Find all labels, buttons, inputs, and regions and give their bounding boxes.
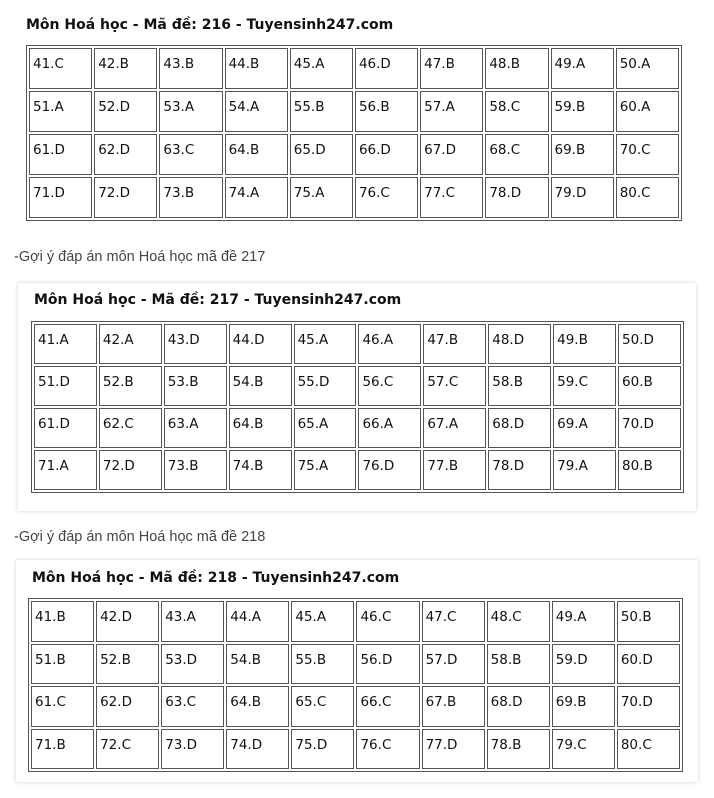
answer-cell: 77.B (423, 450, 486, 490)
table-row (34, 408, 681, 448)
answer-cell: 75.A (294, 450, 357, 490)
answer-cell: 48.D (488, 324, 551, 364)
answer-cell: 72.D (94, 177, 157, 218)
answer-cell: 59.B (551, 91, 614, 132)
answer-cell: 51.A (29, 91, 92, 132)
answer-cell: 58.C (485, 91, 548, 132)
answer-cell: 77.C (420, 177, 483, 218)
answer-cell: 72.D (99, 450, 162, 490)
answer-cell: 56.D (356, 644, 419, 685)
answer-cell: 78.B (487, 729, 550, 770)
answer-cell: 77.D (422, 729, 485, 770)
answer-cell: 50.B (617, 601, 680, 642)
answer-cell: 74.A (225, 177, 288, 218)
answer-cell: 41.C (29, 48, 92, 89)
panel-title-216: Môn Hoá học - Mã đề: 216 - Tuyensinh247.com (26, 17, 394, 33)
answer-cell: 70.C (616, 134, 679, 175)
answer-cell: 79.D (551, 177, 614, 218)
table-row (34, 324, 681, 364)
answer-cell: 42.B (94, 48, 157, 89)
answer-cell: 76.D (358, 450, 421, 490)
answer-cell: 68.C (485, 134, 548, 175)
answer-cell: 78.D (488, 450, 551, 490)
answer-cell: 58.B (488, 366, 551, 406)
answer-cell: 62.D (94, 134, 157, 175)
answer-cell: 65.C (291, 686, 354, 727)
answer-cell: 73.B (159, 177, 222, 218)
answer-cell: 61.C (31, 686, 94, 727)
answer-cell: 57.C (423, 366, 486, 406)
answer-cell: 47.B (423, 324, 486, 364)
answer-cell: 71.B (31, 729, 94, 770)
answer-cell: 79.C (552, 729, 615, 770)
answer-cell: 48.C (487, 601, 550, 642)
answer-cell: 80.C (617, 729, 680, 770)
caption-218: -Gợi ý đáp án môn Hoá học mã đề 218 (14, 529, 266, 545)
panel-title-218: Môn Hoá học - Mã đề: 218 - Tuyensinh247.com (32, 570, 400, 586)
answer-cell: 60.D (617, 644, 680, 685)
answer-cell: 62.D (96, 686, 159, 727)
answer-cell: 41.A (34, 324, 97, 364)
answer-cell: 45.A (294, 324, 357, 364)
answer-cell: 47.C (422, 601, 485, 642)
answer-cell: 44.D (229, 324, 292, 364)
answer-cell: 69.A (553, 408, 616, 448)
answer-cell: 80.B (618, 450, 681, 490)
answer-cell: 65.A (294, 408, 357, 448)
answer-cell: 45.A (291, 601, 354, 642)
answer-cell: 59.D (552, 644, 615, 685)
answer-cell: 68.D (488, 408, 551, 448)
answer-cell: 74.D (226, 729, 289, 770)
answer-cell: 67.B (422, 686, 485, 727)
answer-panel-218 (16, 560, 698, 782)
answer-cell: 64.B (229, 408, 292, 448)
answer-cell: 48.B (485, 48, 548, 89)
answer-cell: 66.A (358, 408, 421, 448)
answer-cell: 50.A (616, 48, 679, 89)
answer-cell: 45.A (290, 48, 353, 89)
answer-cell: 49.A (551, 48, 614, 89)
answer-cell: 44.B (225, 48, 288, 89)
answer-cell: 63.C (161, 686, 224, 727)
answer-cell: 64.B (225, 134, 288, 175)
answer-cell: 53.B (164, 366, 227, 406)
answer-cell: 60.B (618, 366, 681, 406)
answer-cell: 78.D (485, 177, 548, 218)
answer-cell: 56.B (355, 91, 418, 132)
answer-cell: 51.D (34, 366, 97, 406)
answer-cell: 69.B (551, 134, 614, 175)
answer-cell: 66.D (355, 134, 418, 175)
answer-cell: 43.A (161, 601, 224, 642)
answer-cell: 42.A (99, 324, 162, 364)
answer-cell: 65.D (290, 134, 353, 175)
answer-cell: 52.B (96, 644, 159, 685)
table-row (31, 601, 680, 642)
answer-cell: 60.A (616, 91, 679, 132)
answer-cell: 52.B (99, 366, 162, 406)
answer-cell: 79.A (553, 450, 616, 490)
answer-cell: 74.B (229, 450, 292, 490)
answer-cell: 55.D (294, 366, 357, 406)
answer-cell: 72.C (96, 729, 159, 770)
answer-panel-217 (18, 283, 696, 511)
answer-panel-216 (14, 8, 690, 226)
table-row (34, 366, 681, 406)
answer-cell: 47.B (420, 48, 483, 89)
answer-cell: 56.C (358, 366, 421, 406)
table-row (31, 686, 680, 727)
answer-cell: 43.D (164, 324, 227, 364)
answer-cell: 53.D (161, 644, 224, 685)
panel-title-217: Môn Hoá học - Mã đề: 217 - Tuyensinh247.com (34, 292, 402, 308)
answer-cell: 61.D (29, 134, 92, 175)
answer-table-217 (31, 321, 684, 493)
answer-cell: 70.D (617, 686, 680, 727)
answer-cell: 46.D (355, 48, 418, 89)
answer-cell: 43.B (159, 48, 222, 89)
answer-cell: 63.C (159, 134, 222, 175)
answer-table-218 (28, 598, 683, 772)
answer-cell: 54.A (225, 91, 288, 132)
answer-cell: 50.D (618, 324, 681, 364)
answer-cell: 42.D (96, 601, 159, 642)
answer-cell: 51.B (31, 644, 94, 685)
table-row (29, 177, 679, 218)
answer-cell: 73.D (161, 729, 224, 770)
answer-cell: 55.B (291, 644, 354, 685)
answer-cell: 70.D (618, 408, 681, 448)
answer-cell: 69.B (552, 686, 615, 727)
answer-cell: 67.A (423, 408, 486, 448)
answer-cell: 54.B (226, 644, 289, 685)
table-row (34, 450, 681, 490)
table-row (29, 91, 679, 132)
answer-cell: 64.B (226, 686, 289, 727)
answer-cell: 58.B (487, 644, 550, 685)
answer-table-216 (26, 45, 682, 221)
table-row (31, 729, 680, 770)
answer-cell: 55.B (290, 91, 353, 132)
answer-cell: 75.A (290, 177, 353, 218)
answer-cell: 66.C (356, 686, 419, 727)
answer-cell: 75.D (291, 729, 354, 770)
answer-cell: 52.D (94, 91, 157, 132)
table-row (29, 134, 679, 175)
table-row (29, 48, 679, 89)
answer-cell: 41.B (31, 601, 94, 642)
answer-cell: 57.D (422, 644, 485, 685)
answer-cell: 73.B (164, 450, 227, 490)
answer-cell: 61.D (34, 408, 97, 448)
caption-217: -Gợi ý đáp án môn Hoá học mã đề 217 (14, 249, 266, 265)
answer-cell: 71.D (29, 177, 92, 218)
answer-cell: 59.C (553, 366, 616, 406)
answer-cell: 46.A (358, 324, 421, 364)
table-row (31, 644, 680, 685)
answer-cell: 49.B (553, 324, 616, 364)
answer-cell: 68.D (487, 686, 550, 727)
answer-cell: 80.C (616, 177, 679, 218)
answer-cell: 57.A (420, 91, 483, 132)
answer-cell: 71.A (34, 450, 97, 490)
answer-cell: 63.A (164, 408, 227, 448)
answer-cell: 62.C (99, 408, 162, 448)
answer-cell: 44.A (226, 601, 289, 642)
answer-cell: 76.C (355, 177, 418, 218)
answer-cell: 54.B (229, 366, 292, 406)
answer-cell: 49.A (552, 601, 615, 642)
answer-cell: 67.D (420, 134, 483, 175)
answer-cell: 76.C (356, 729, 419, 770)
answer-cell: 53.A (159, 91, 222, 132)
answer-cell: 46.C (356, 601, 419, 642)
